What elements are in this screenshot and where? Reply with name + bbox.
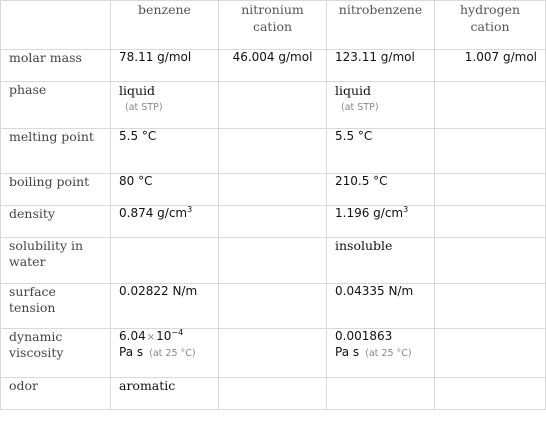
- row-label-surface-tension: surface tension: [1, 284, 111, 329]
- benzene-viscosity-exponent: −4: [171, 328, 184, 337]
- cell-benzene-density: [111, 206, 219, 238]
- cell-nitronium-odor: [219, 378, 327, 410]
- table-row-dynamic-viscosity: [1, 329, 546, 378]
- cell-benzene-molar-mass: 78.11 g/mol: [111, 50, 219, 82]
- cell-nitrobenzene-phase: [327, 82, 435, 129]
- cell-hydrogen-phase: [435, 82, 546, 129]
- header-hydrogen-cation: hydrogen cation: [435, 1, 546, 50]
- cell-nitrobenzene-molar-mass: 123.11 g/mol: [327, 50, 435, 82]
- nitrobenzene-viscosity-condition: (at 25 °C): [365, 348, 412, 359]
- benzene-density-value: 0.874 g/cm: [119, 206, 188, 220]
- cell-nitronium-viscosity: [219, 329, 327, 378]
- benzene-viscosity-mantissa: 6.04: [119, 329, 146, 343]
- header-nitronium-cation: nitronium cation: [219, 1, 327, 50]
- cell-hydrogen-molar-mass: 1.007 g/mol: [435, 50, 546, 82]
- nitrobenzene-phase-value: liquid: [335, 83, 372, 98]
- benzene-phase-condition: (at STP): [125, 102, 163, 113]
- cell-nitronium-solubility: [219, 238, 327, 284]
- header-empty: [1, 1, 111, 50]
- cell-hydrogen-surface-tension: [435, 284, 546, 329]
- cell-hydrogen-solubility: [435, 238, 546, 284]
- row-label-density: density: [1, 206, 111, 238]
- nitrobenzene-density-exponent: 3: [403, 205, 409, 214]
- cell-nitrobenzene-odor: [327, 378, 435, 410]
- cell-hydrogen-boiling-point: [435, 174, 546, 206]
- cell-hydrogen-density: [435, 206, 546, 238]
- benzene-viscosity-unit: Pa s: [119, 345, 144, 359]
- cell-nitrobenzene-surface-tension: 0.04335 N/m: [327, 284, 435, 329]
- benzene-density-exponent: 3: [187, 205, 193, 214]
- nitrobenzene-viscosity-value: 0.001863: [335, 329, 393, 343]
- cell-nitronium-surface-tension: [219, 284, 327, 329]
- cell-benzene-solubility: [111, 238, 219, 284]
- cell-benzene-odor: aromatic: [111, 378, 219, 410]
- table-header-row: [1, 1, 546, 50]
- cell-hydrogen-melting-point: [435, 129, 546, 174]
- cell-hydrogen-odor: [435, 378, 546, 410]
- row-label-phase: phase: [1, 82, 111, 129]
- row-label-melting-point: melting point: [1, 129, 111, 174]
- cell-benzene-phase: [111, 82, 219, 129]
- table-row-solubility: [1, 238, 546, 284]
- benzene-viscosity-base: 10: [156, 329, 172, 343]
- table-row-melting-point: [1, 129, 546, 174]
- cell-nitrobenzene-density: [327, 206, 435, 238]
- table-row-phase: [1, 82, 546, 129]
- cell-nitrobenzene-viscosity: [327, 329, 435, 378]
- cell-benzene-boiling-point: 80 °C: [111, 174, 219, 206]
- cell-nitrobenzene-solubility: insoluble: [327, 238, 435, 284]
- cell-hydrogen-viscosity: [435, 329, 546, 378]
- cell-nitronium-molar-mass: 46.004 g/mol: [219, 50, 327, 82]
- cell-benzene-surface-tension: 0.02822 N/m: [111, 284, 219, 329]
- cell-benzene-melting-point: 5.5 °C: [111, 129, 219, 174]
- cell-nitronium-melting-point: [219, 129, 327, 174]
- row-label-molar-mass: molar mass: [1, 50, 111, 82]
- nitrobenzene-density-value: 1.196 g/cm: [335, 206, 404, 220]
- cell-nitronium-density: [219, 206, 327, 238]
- table-row-molar-mass: [1, 50, 546, 82]
- cell-nitronium-boiling-point: [219, 174, 327, 206]
- header-nitrobenzene: nitrobenzene: [327, 1, 435, 50]
- times-symbol: ×: [146, 332, 156, 343]
- cell-nitrobenzene-melting-point: 5.5 °C: [327, 129, 435, 174]
- row-label-boiling-point: boiling point: [1, 174, 111, 206]
- nitrobenzene-viscosity-unit: Pa s: [335, 345, 360, 359]
- benzene-viscosity-condition: (at 25 °C): [149, 348, 196, 359]
- cell-nitronium-phase: [219, 82, 327, 129]
- cell-benzene-viscosity: [111, 329, 219, 378]
- benzene-phase-value: liquid: [119, 83, 156, 98]
- table-row-boiling-point: [1, 174, 546, 206]
- row-label-odor: odor: [1, 378, 111, 410]
- table-row-density: [1, 206, 546, 238]
- row-label-dynamic-viscosity: dynamic viscosity: [1, 329, 111, 378]
- nitrobenzene-phase-condition: (at STP): [341, 102, 379, 113]
- row-label-solubility: solubility in water: [1, 238, 111, 284]
- cell-nitrobenzene-boiling-point: 210.5 °C: [327, 174, 435, 206]
- table-row-surface-tension: [1, 284, 546, 329]
- table-row-odor: [1, 378, 546, 410]
- header-benzene: benzene: [111, 1, 219, 50]
